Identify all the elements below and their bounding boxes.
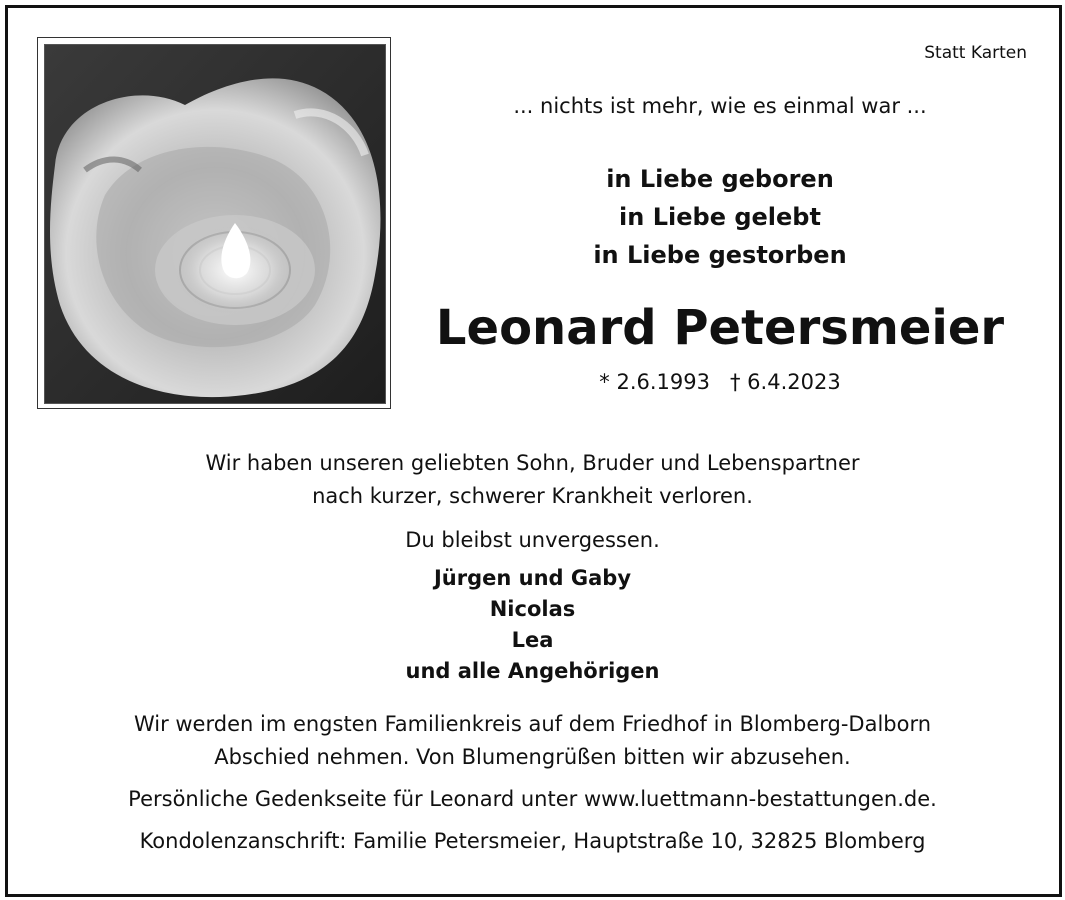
liebe-line: in Liebe gelebt [619,203,821,231]
memorial-page-text: Persönliche Gedenkseite für Leonard unter www.luettmann-bestattungen.de. [128,787,937,811]
photo-frame [37,37,391,409]
message-line: Wir haben unseren geliebten Sohn, Bruder und Lebenspartner [205,451,860,475]
funeral-info [20,708,1045,774]
funeral-line: Wir werden im engsten Familienkreis auf dem Friedhof in Blomberg-Dalborn [133,712,932,736]
mourner-name: und alle Angehörigen [405,659,660,683]
motto: ... nichts ist mehr, wie es einmal war ... [513,94,927,118]
condolence-address: Kondolenzanschrift: Familie Petersmeier, Hauptstraße 10, 32825 Blomberg [139,829,926,853]
mourner-name: Lea [511,628,554,652]
candle-icon [45,45,385,403]
mourner-name: Nicolas [489,597,576,621]
message-line: nach kurzer, schwerer Krankheit verloren. [312,484,753,508]
message-block [40,447,1025,513]
life-dates: * 2.6.1993 † 6.4.2023 [599,370,841,394]
mourner-name: Jürgen und Gaby [433,566,632,590]
statt-karten-label: Statt Karten [924,43,1027,63]
unvergessen-line: Du bleibst unvergessen. [405,528,660,552]
funeral-line: Abschied nehmen. Von Blumengrüßen bitten wir abzusehen. [214,745,851,769]
deceased-name: Leonard Petersmeier [435,300,1005,356]
mourners-list [40,563,1025,687]
liebe-line: in Liebe gestorben [593,241,847,269]
candle-photo [44,44,386,404]
liebe-line: in Liebe geboren [606,165,834,193]
liebe-block [420,160,1020,274]
